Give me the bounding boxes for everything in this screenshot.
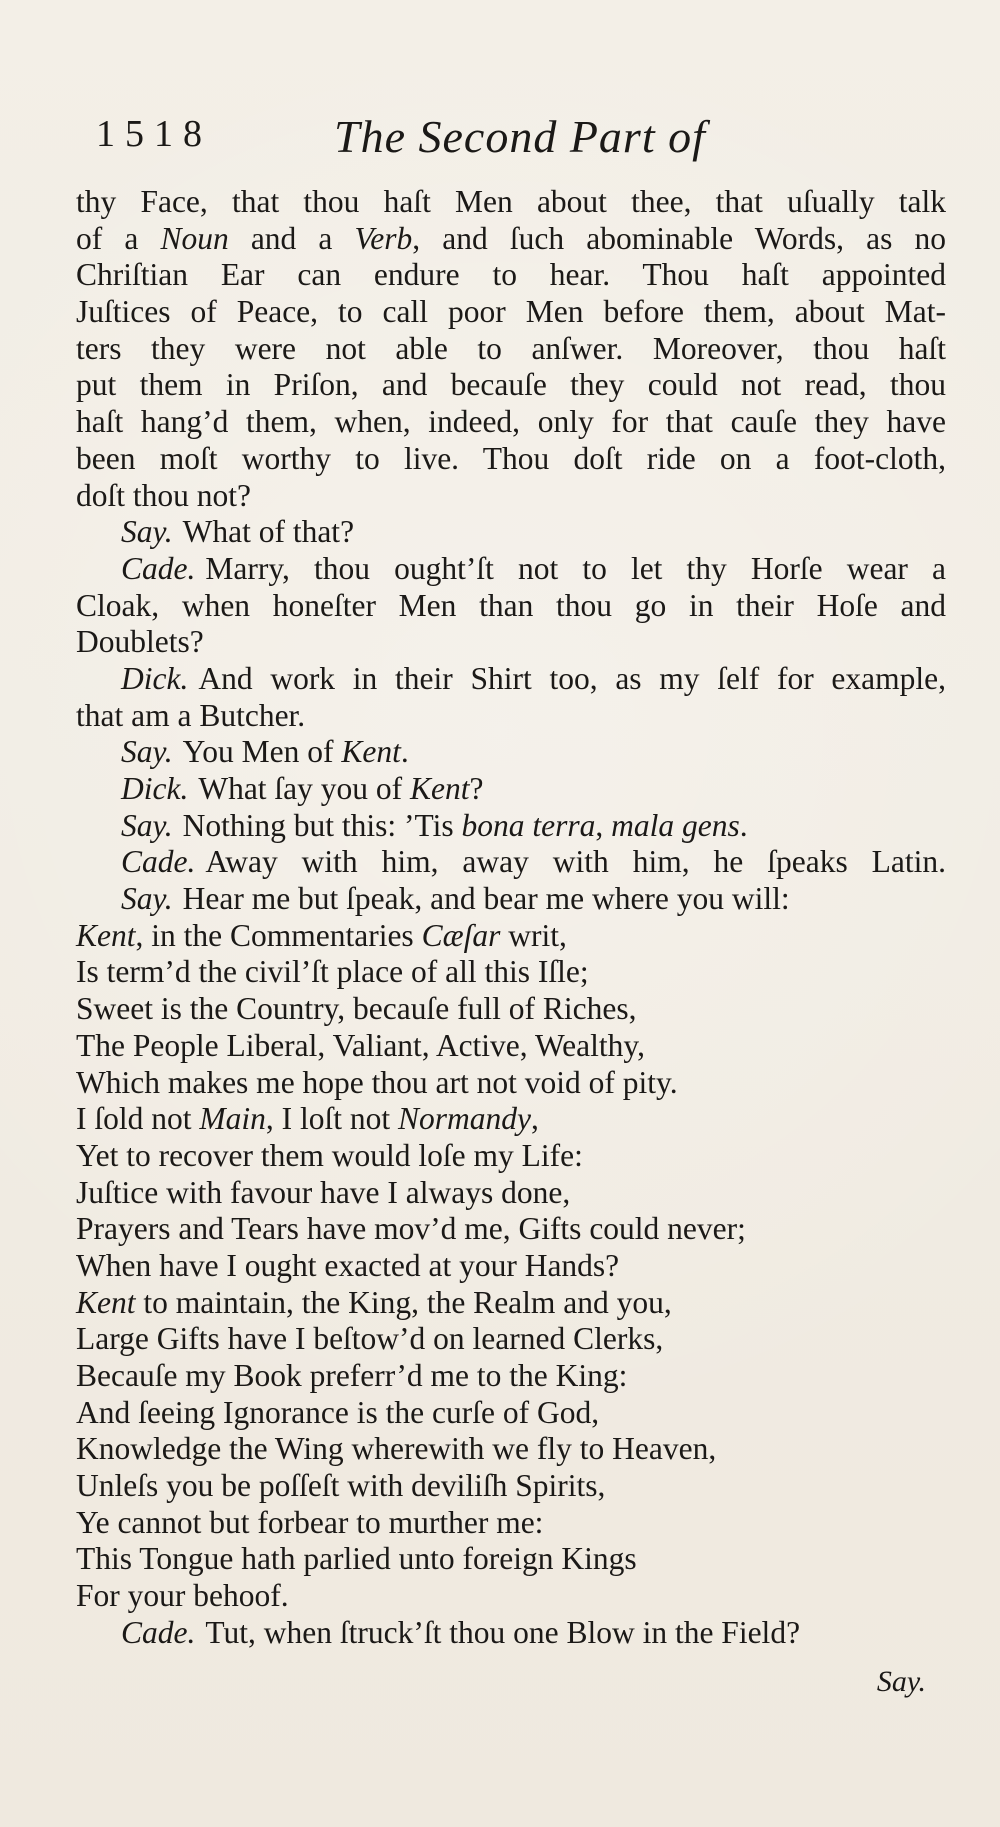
speaker-name: Say. — [121, 734, 173, 770]
speaker-name: Cade. — [121, 844, 196, 880]
verse-line: Yet to recover them would loſe my Life: — [76, 1137, 583, 1173]
text-line: that am a Butcher. — [76, 697, 306, 733]
verse-line: Becauſe my Book preferr’d me to the King: — [76, 1358, 628, 1393]
speaker-name: Dick. — [121, 771, 189, 806]
speech-line: Cade. Away with him, away with him, he ſpeaks Latin. — [121, 844, 946, 880]
verse-line: Kent to maintain, the King, the Realm and you, — [76, 1284, 672, 1320]
verse-line: Juſtice with favour have I always done, — [76, 1174, 571, 1210]
text-line: haſt hang’d them, when, indeed, only for that cauſe they have — [76, 404, 946, 440]
running-head — [84, 112, 944, 172]
text-line: ters they were not able to anſwer. Moreover, thou haſt — [76, 330, 946, 366]
verse-line: Which makes me hope thou art not void of pity. — [76, 1064, 678, 1100]
verse-line: When have I ought exacted at your Hands? — [76, 1247, 620, 1283]
verse-line: Large Gifts have I beſtow’d on learned Clerks, — [76, 1321, 664, 1357]
speaker-name: Say. — [121, 807, 173, 843]
speech-line: Say. Hear me but ſpeak, and bear me where you will: — [121, 881, 790, 917]
text-line: Doublets? — [76, 624, 204, 660]
verse-line: Kent, in the Commentaries Cæſar writ, — [76, 917, 567, 953]
verse-line: Knowledge the Wing wherewith we fly to Heaven, — [76, 1431, 717, 1467]
speech-line: Dick. And work in their Shirt too, as my ſelf for example, — [121, 660, 946, 696]
speaker-name: Say. — [121, 514, 173, 550]
speaker-name: Dick. — [121, 660, 189, 696]
speech-line: Say. You Men of Kent. — [121, 734, 409, 770]
verse-line: Unleſs you be poſſeſt with deviliſh Spirits, — [76, 1468, 606, 1504]
text-line: put them in Priſon, and becauſe they could not read, thou — [76, 367, 946, 403]
verse-line: For your behoof. — [76, 1578, 289, 1614]
text-line: thy Face, that thou haſt Men about thee, that uſually talk — [76, 184, 946, 219]
verse-line: Ye cannot but forbear to murther me: — [76, 1504, 544, 1540]
verse-line: Sweet is the Country, becauſe full of Riches, — [76, 991, 637, 1027]
speech-line: Say. Nothing but this: ’Tis bona terra, mala gens. — [121, 807, 748, 843]
verse-line: Prayers and Tears have mov’d me, Gifts could never; — [76, 1211, 746, 1247]
speaker-name: Say. — [121, 881, 173, 917]
running-title: The Second Part of — [334, 111, 706, 162]
text-line: Juſtices of Peace, to call poor Men before them, about Mat- — [76, 294, 946, 330]
text-line: Cloak, when honeſter Men than thou go in their Hoſe and — [76, 587, 946, 623]
speech-line: Say. What of that? — [121, 514, 355, 550]
text-line: been moſt worthy to live. Thou doſt ride on a foot-cloth, — [76, 440, 946, 476]
verse-line: This Tongue hath parlied unto foreign Kings — [76, 1541, 637, 1577]
speaker-name: Cade. — [121, 1614, 196, 1650]
speech-line: Dick. What ſay you of Kent? — [121, 771, 484, 806]
play-text — [76, 184, 946, 1652]
speaker-name: Cade. — [121, 550, 196, 586]
text-line: Chriſtian Ear can endure to hear. Thou haſt appointed — [76, 257, 946, 293]
verse-line: I ſold not Main, I loſt not Normandy, — [76, 1101, 539, 1137]
speech-line: Cade. Tut, when ſtruck’ſt thou one Blow in the Field? — [121, 1614, 801, 1650]
verse-line: The People Liberal, Valiant, Active, Wealthy, — [76, 1027, 645, 1063]
speech-line: Cade. Marry, thou ought’ſt not to let thy Horſe wear a — [121, 550, 946, 586]
text-line: doſt thou not? — [76, 477, 251, 513]
catchword: Say. — [876, 1665, 926, 1698]
verse-line: And ſeeing Ignorance is the curſe of God, — [76, 1394, 600, 1430]
text-line: of a Noun and a Verb, and ſuch abominable Words, as no — [76, 220, 946, 256]
verse-line: Is term’d the civil’ſt place of all this Iſle; — [76, 954, 589, 990]
page-number: 1518 — [96, 113, 212, 155]
